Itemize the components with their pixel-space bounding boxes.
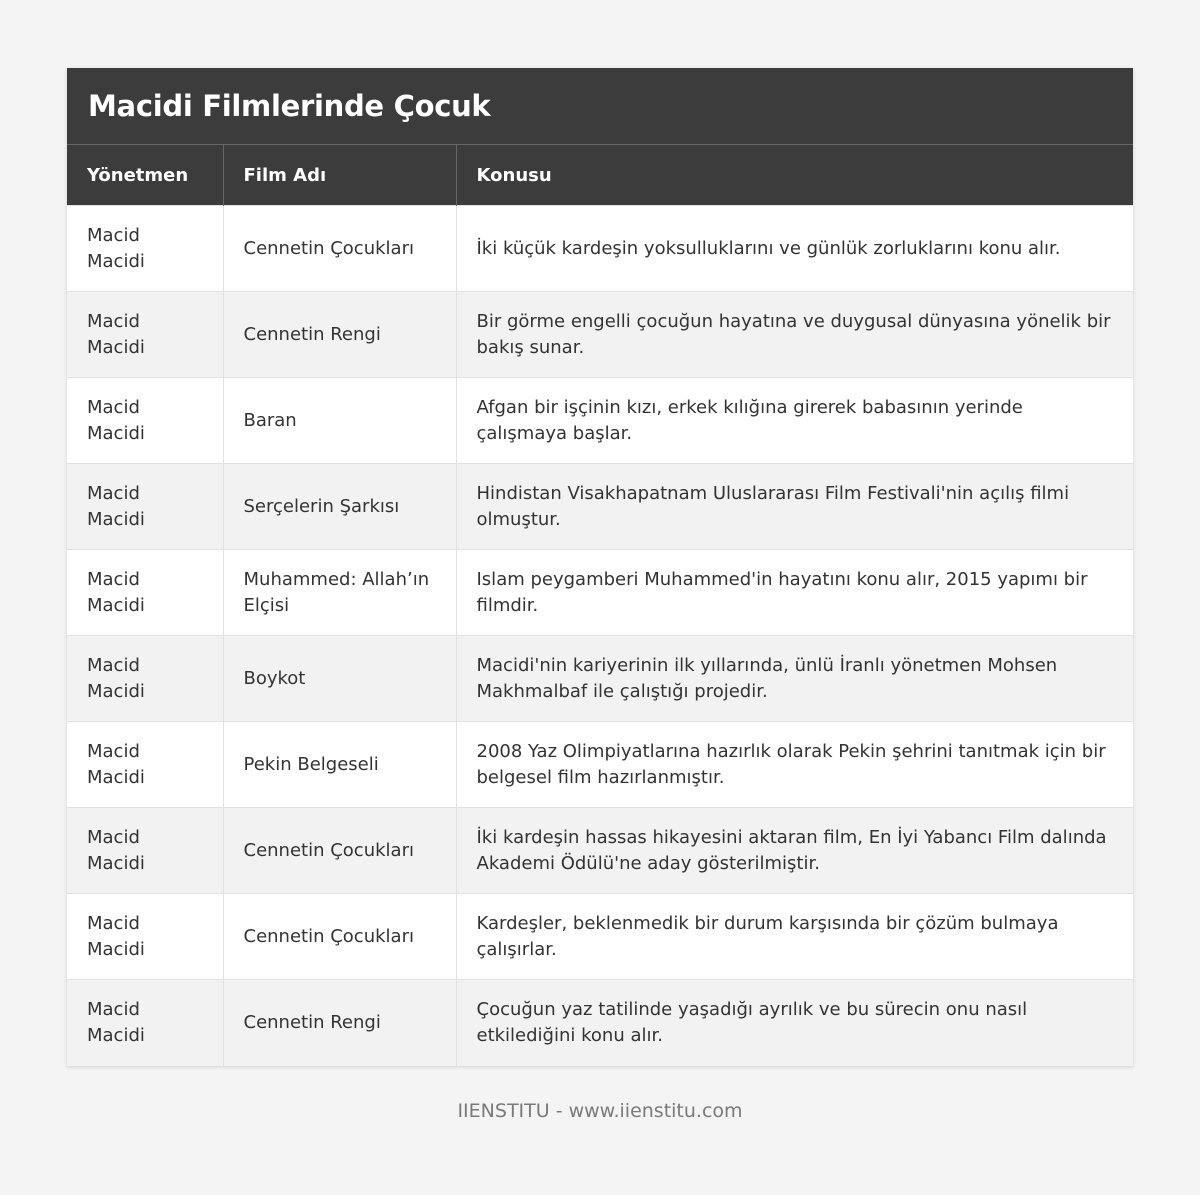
cell-director: Macid Macidi bbox=[67, 636, 223, 722]
cell-director: Macid Macidi bbox=[67, 808, 223, 894]
column-header-film: Film Adı bbox=[223, 145, 456, 206]
cell-plot: Afgan bir işçinin kızı, erkek kılığına girerek babasının yerinde çalışmaya başlar. bbox=[476, 396, 1023, 444]
cell-film: Boykot bbox=[223, 636, 456, 722]
cell-plot: Hindistan Visakhapatnam Uluslararası Film Festivali'nin açılış filmi olmuştur. bbox=[476, 482, 1070, 530]
table-row bbox=[67, 378, 1133, 464]
cell-director: Macid Macidi bbox=[67, 378, 223, 464]
table-title-bar bbox=[67, 68, 1133, 144]
cell-director: Macid Macidi bbox=[67, 550, 223, 636]
cell-plot: Bir görme engelli çocuğun hayatına ve duygusal dünyasına yönelik bir bakış sunar. bbox=[476, 310, 1111, 358]
table-row bbox=[67, 292, 1133, 378]
table-row bbox=[67, 722, 1133, 808]
cell-plot: İki küçük kardeşin yoksulluklarını ve günlük zorluklarını konu alır. bbox=[476, 237, 1061, 259]
cell-plot: Kardeşler, beklenmedik bir durum karşısında bir çözüm bulmaya çalışırlar. bbox=[476, 912, 1059, 960]
cell-film: Cennetin Çocukları bbox=[223, 206, 456, 292]
cell-director: Macid Macidi bbox=[67, 894, 223, 980]
table-row bbox=[67, 206, 1133, 292]
cell-film: Cennetin Rengi bbox=[223, 292, 456, 378]
cell-plot: 2008 Yaz Olimpiyatlarına hazırlık olarak Pekin şehrini tanıtmak için bir belgesel film hazırlanmıştır. bbox=[476, 740, 1106, 788]
films-table-card bbox=[67, 68, 1133, 1066]
cell-film: Cennetin Çocukları bbox=[223, 808, 456, 894]
table-header-row bbox=[67, 145, 1133, 206]
cell-director: Macid Macidi bbox=[67, 464, 223, 550]
cell-film: Muhammed: Allah’ın Elçisi bbox=[223, 550, 456, 636]
cell-film: Cennetin Çocukları bbox=[223, 894, 456, 980]
table-row bbox=[67, 550, 1133, 636]
cell-film: Cennetin Rengi bbox=[223, 980, 456, 1066]
films-table bbox=[67, 144, 1133, 1066]
cell-film: Serçelerin Şarkısı bbox=[223, 464, 456, 550]
cell-director: Macid Macidi bbox=[67, 292, 223, 378]
cell-film: Baran bbox=[223, 378, 456, 464]
table-row bbox=[67, 464, 1133, 550]
cell-plot: Çocuğun yaz tatilinde yaşadığı ayrılık ve bu sürecin onu nasıl etkilediğini konu alır. bbox=[476, 998, 1028, 1046]
table-row bbox=[67, 808, 1133, 894]
table-row bbox=[67, 894, 1133, 980]
table-row bbox=[67, 980, 1133, 1066]
cell-director: Macid Macidi bbox=[67, 980, 223, 1066]
column-header-director: Yönetmen bbox=[67, 145, 223, 206]
column-header-plot: Konusu bbox=[456, 145, 1133, 206]
table-row bbox=[67, 636, 1133, 722]
cell-plot: İki kardeşin hassas hikayesini aktaran film, En İyi Yabancı Film dalında Akademi Ödülü'ne aday gösterilmiştir. bbox=[476, 826, 1107, 874]
cell-film: Pekin Belgeseli bbox=[223, 722, 456, 808]
footer-credit: IIENSTITU - www.iienstitu.com bbox=[457, 1100, 743, 1122]
cell-plot: Macidi'nin kariyerinin ilk yıllarında, ünlü İranlı yönetmen Mohsen Makhmalbaf ile çalıştığı projedir. bbox=[476, 654, 1058, 702]
cell-plot: Islam peygamberi Muhammed'in hayatını konu alır, 2015 yapımı bir filmdir. bbox=[476, 568, 1088, 616]
table-title: Macidi Filmlerinde Çocuk bbox=[88, 89, 491, 123]
cell-director: Macid Macidi bbox=[67, 206, 223, 292]
cell-director: Macid Macidi bbox=[67, 722, 223, 808]
